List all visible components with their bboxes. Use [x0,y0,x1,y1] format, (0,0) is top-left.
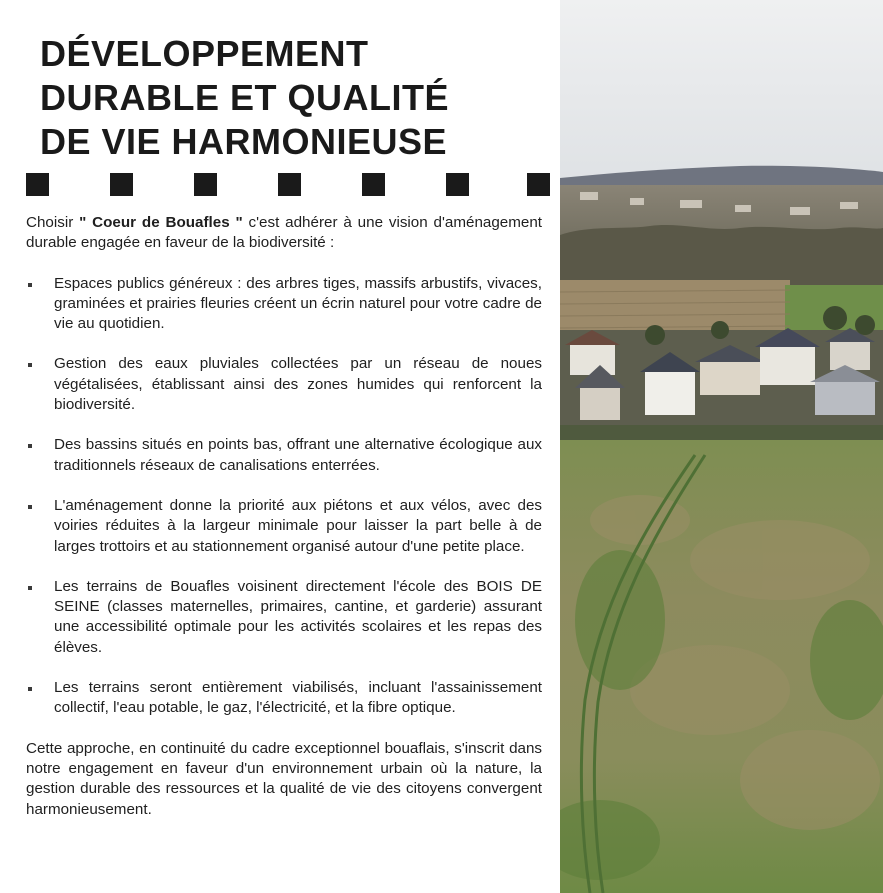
list-item [26,678,542,719]
list-item [26,274,542,335]
list-item-text: Des bassins situés en points bas, offrant une alternative écologique aux traditionnels réseaux de canalisations enterrées. [54,436,542,474]
list-item [26,354,542,415]
bullet-icon [28,687,32,691]
decorative-square [362,173,385,196]
intro-after: c'est adhérer à une vision d'aménagement durable engagée en faveur de la biodiversité : [26,214,542,252]
landscape-photo [560,0,883,893]
intro-before: Choisir [26,214,80,231]
decorative-square [26,173,49,196]
decorative-square [110,173,133,196]
decorative-square [278,173,301,196]
body-text [26,213,542,820]
list-item [26,496,542,557]
title-line-3: DE VIE HARMONIEUSE [40,121,448,162]
title-line-1: DÉVELOPPEMENT [40,33,369,74]
decorative-square [446,173,469,196]
bullet-icon [28,505,32,509]
conclusion-paragraph: Cette approche, en continuité du cadre exceptionnel bouaflais, s'inscrit dans notre engagement en faveur d'un environnement urbain où la nature, la gestion durable des ressources et la qualité de vie des citoyens convergent harmonieusement. [26,739,542,818]
decorative-square [527,173,550,196]
bullet-icon [28,586,32,590]
list-item-text: Les terrains seront entièrement viabilisés, incluant l'assainissement collectif, l'eau potable, le gaz, l'électricité, et la fibre optique. [54,679,542,717]
feature-list [26,274,542,719]
bullet-icon [28,444,32,448]
page-title [40,32,555,164]
village-field-photo [560,0,883,893]
list-item [26,577,542,658]
list-item-text: Les terrains de Bouafles voisinent directement l'école des BOIS DE SEINE (classes maternelles, primaires, cantine, et garderie) assurant une accessibilité optimale pour les activités scolaires et les repas des élèves. [54,577,542,656]
list-item-text: Espaces publics généreux : des arbres tiges, massifs arbustifs, vivaces, graminées et prairies fleuries créent un écrin naturel pour votre cadre de vie au quotidien. [54,274,542,333]
list-item [26,435,542,476]
bullet-icon [28,283,32,287]
project-name: " Coeur de Bouafles " [79,214,243,231]
decorative-squares [26,173,550,196]
intro-paragraph [26,213,542,254]
list-item-text: Gestion des eaux pluviales collectées par un réseau de noues végétalisées, établissant ainsi des zones humides qui renforcent la biodiversité. [54,355,542,414]
title-line-2: DURABLE ET QUALITÉ [40,77,449,118]
decorative-square [194,173,217,196]
bullet-icon [28,363,32,367]
list-item-text: L'aménagement donne la priorité aux piétons et aux vélos, avec des voiries réduites à la largeur minimale pour laisser la part belle à de larges trottoirs et au stationnement organisé autour d'une petite place. [54,496,542,555]
